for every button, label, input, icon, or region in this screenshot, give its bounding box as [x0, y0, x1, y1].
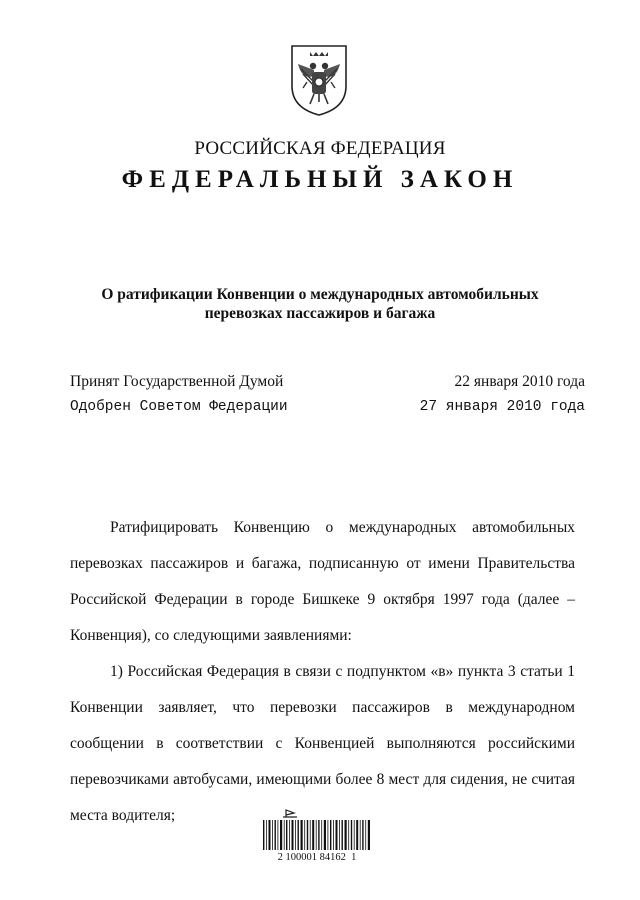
adoption-date: 27 января 2010 года — [419, 399, 585, 415]
russian-coat-of-arms-icon — [288, 42, 350, 118]
adoption-date: 22 января 2010 года — [454, 373, 585, 390]
law-type-heading: ФЕДЕРАЛЬНЫЙ ЗАКОН — [121, 166, 519, 193]
barcode-mark-icon — [282, 808, 298, 818]
country-heading: РОССИЙСКАЯ ФЕДЕРАЦИЯ — [194, 138, 446, 159]
barcode — [262, 808, 372, 870]
adoption-row-federation-council — [70, 399, 585, 419]
adoption-body: Одобрен Советом Федерации — [70, 399, 288, 415]
law-title: О ратификации Конвенции о международных автомобильных перевозках пассажиров и багажа — [101, 286, 539, 322]
adoption-row-duma — [70, 373, 585, 393]
adoption-body: Принят Государственной Думой — [70, 373, 284, 390]
body-paragraph-item-1: 1) Российская Федерация в связи с подпунктом «в» пункта 3 статьи 1 Конвенции заявляет, что перевозки пассажиров в международном сообщении в соответствии с Конвенцией выполняются российскими перевозчиками автобусами, имеющими более 8 мест для сидения, не считая места водителя; — [70, 663, 575, 824]
law-body — [70, 510, 575, 834]
body-paragraph-intro: Ратифицировать Конвенцию о международных автомобильных перевозках пассажиров и багажа, подписанную от имени Правительства Российской Федерации в городе Бишкеке 9 октября 1997 года (далее – Конвенция), со следующими заявлениями: — [70, 519, 575, 644]
barcode-number: 2 100001 84162 1 — [277, 852, 357, 863]
barcode-bars — [262, 820, 372, 850]
